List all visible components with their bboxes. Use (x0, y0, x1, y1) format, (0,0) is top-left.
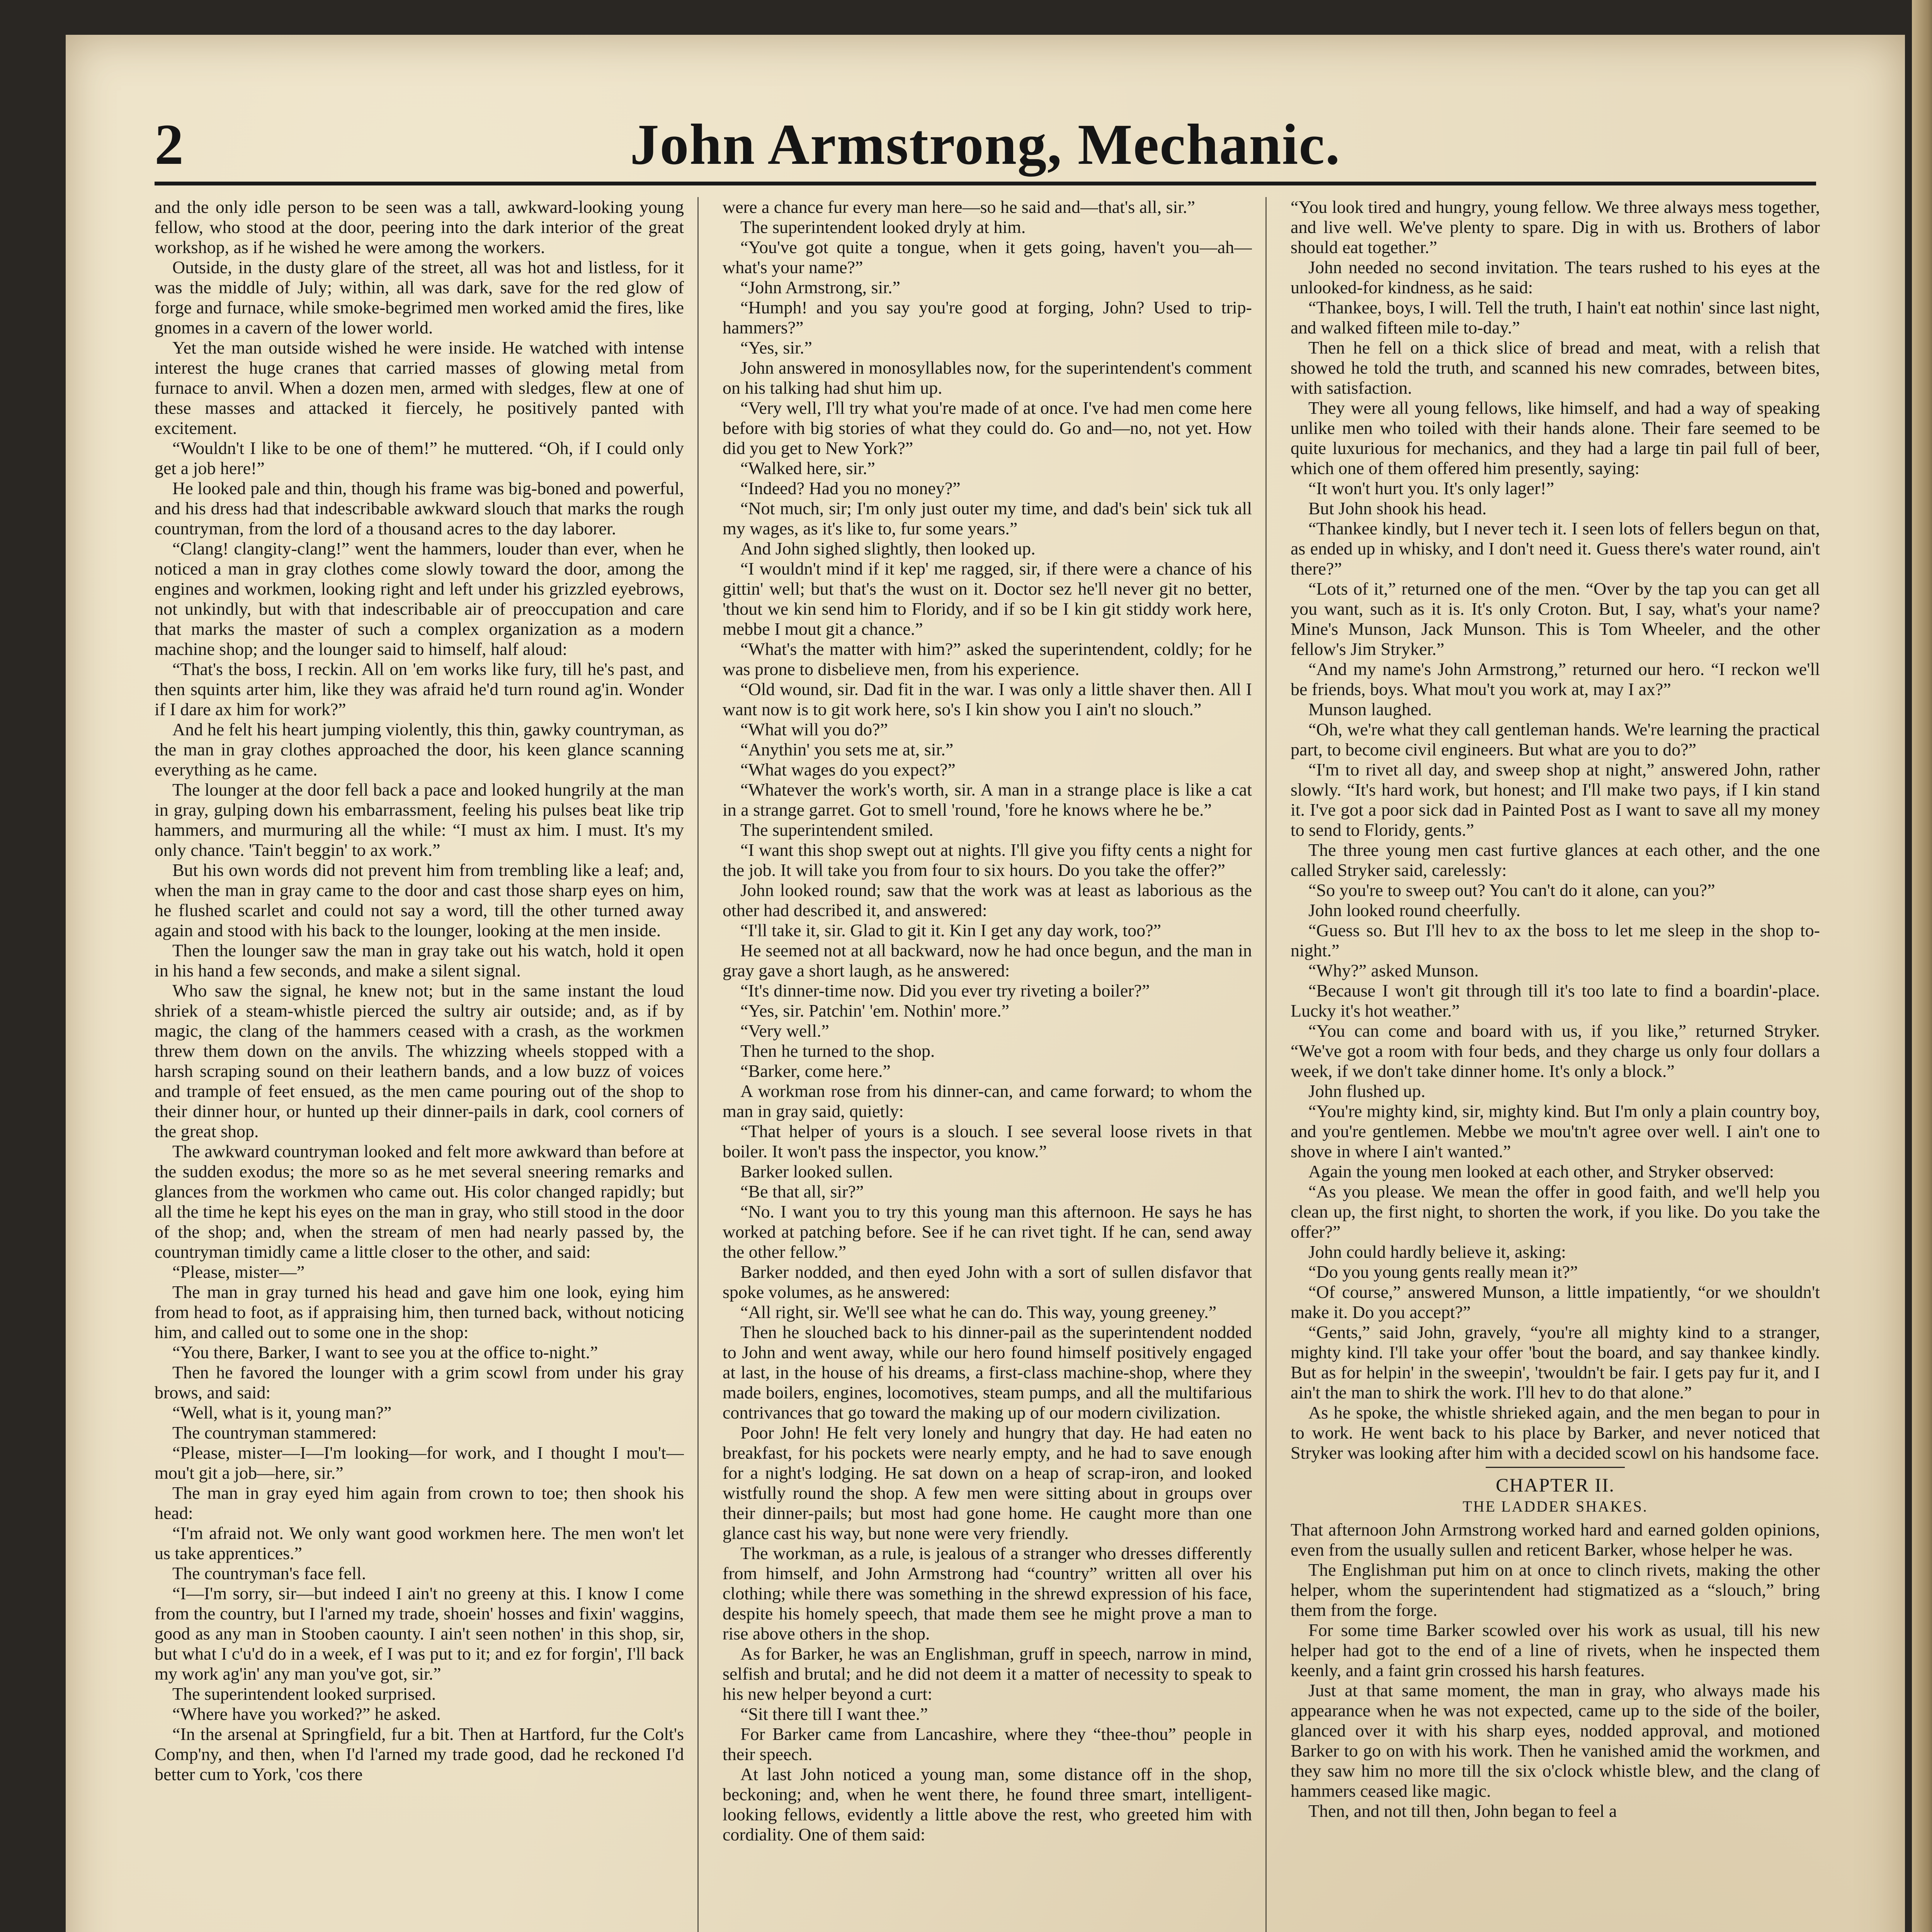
paragraph: Again the young men looked at each other, and Stryker observed: (1308, 1162, 1774, 1181)
paragraph: Then he fell on a thick slice of bread and meat, with a relish that showed he told the truth, and scanned his new comrades, between bites, with satisfaction. (1291, 338, 1820, 398)
paragraph: “I'm to rivet all day, and sweep shop at night,” answered John, rather slowly. “It's hard work, but honest; and I'll make two pays, if I kin stand it. I've got a poor sick dad in Painted Post as I want to save all my money to send to Floridy, gents.” (1291, 760, 1820, 840)
paragraph: He seemed not at all backward, now he had once begun, and the man in gray gave a short laugh, as he answered: (723, 940, 1252, 980)
paragraph: “Oh, we're what they call gentleman hands. We're learning the practical part, to become civil engineers. But what are you to do?” (1291, 719, 1820, 759)
paragraph: “Lots of it,” returned one of the men. “Over by the tap you can get all you want, such as it is. It's only Croton. But, I say, what's your name? Mine's Munson, Jack Munson. This is Tom Wheeler, and the other fellow's Jim Stryker.” (1291, 579, 1820, 659)
paragraph: John looked round cheerfully. (1308, 900, 1520, 920)
paragraph: John flushed up. (1308, 1081, 1425, 1101)
paragraph: “Very well, I'll try what you're made of at once. I've had men come here before with big stories of what they could do. Go and—no, not yet. How did you get to New York?” (723, 398, 1252, 458)
paragraph: The Englishman put him on at once to clinch rivets, making the other helper, whom the superintendent had stigmatized as a “slouch,” bring them from the forge. (1291, 1560, 1820, 1620)
paragraph: The countryman's face fell. (172, 1563, 366, 1583)
paragraph: As he spoke, the whistle shrieked again, and the men began to pour in to work. He went back to his place by Barker, and never noticed that Stryker was looking after him with a decided scowl on his handsome face. (1291, 1403, 1820, 1463)
paragraph: “So you're to sweep out? You can't do it alone, can you?” (1308, 880, 1715, 900)
paragraph: At last John noticed a young man, some distance off in the shop, beckoning; and, when he went there, he found three smart, intelligent-looking fellows, evidently a little above the rest, who greeted him with cordiality. One of them said: (723, 1764, 1252, 1844)
paragraph: Poor John! He felt very lonely and hungry that day. He had eaten no breakfast, for his pockets were nearly empty, and he had to save enough for a night's lodging. He sat down on a heap of scrap-iron, and looked wistfully round the shop. A few men were sitting about in groups over their dinner-pails; but most had gone home. He caught more than one glance cast his way, but none were very friendly. (723, 1423, 1252, 1543)
paragraph: “Guess so. But I'll hev to ax the boss to let me sleep in the shop to-night.” (1291, 920, 1820, 960)
paragraph: Then, and not till then, John began to feel a (1308, 1801, 1617, 1821)
running-title: John Armstrong, Mechanic. (630, 112, 1341, 177)
paragraph: The superintendent looked surprised. (172, 1684, 436, 1704)
paragraph: Outside, in the dusty glare of the street, all was hot and listless, for it was the middle of July; within, all was dark, save for the red glow of forge and furnace, while smoke-begrimed men worked amid the fires, like gnomes in a cavern of the lower world. (155, 257, 684, 337)
paragraph: The three young men cast furtive glances at each other, and the one called Stryker said, carelessly: (1291, 840, 1820, 880)
paragraph: “Barker, come here.” (740, 1061, 891, 1081)
paragraph: “Please, mister—I—I'm looking—for work, and I thought I mou't—mou't git a job—here, sir.” (155, 1443, 684, 1483)
paragraph: “Because I won't git through till it's too late to find a boardin'-place. Lucky it's hot weather.” (1291, 981, 1820, 1020)
paragraph: They were all young fellows, like himself, and had a way of speaking unlike men who toiled with their hands alone. Their fare seemed to be quite luxurious for mechanics, and they had a large tin pail full of beer, which one of them offered him presently, saying: (1291, 398, 1820, 478)
paragraph: Barker nodded, and then eyed John with a sort of sullen disfavor that spoke volumes, as he answered: (723, 1262, 1252, 1302)
text-column-2 (723, 197, 1252, 1932)
paragraph: “John Armstrong, sir.” (740, 277, 900, 297)
newspaper-page (66, 35, 1905, 1932)
paragraph: “Gents,” said John, gravely, “you're all mighty kind to a stranger, mighty kind. I'll take your offer 'bout the board, and say thankee kindly. But as for helpin' in the sweepin', 'twouldn't be fair. I gets pay fur it, and I ain't the man to shirk the work. I'll hev to do that alone.” (1291, 1322, 1820, 1402)
paragraph: The superintendent looked dryly at him. (740, 217, 1026, 237)
paragraph: “You there, Barker, I want to see you at the office to-night.” (172, 1342, 598, 1362)
paragraph: “I wouldn't mind if it kep' me ragged, sir, if there were a chance of his gittin' well; but that's the wust on it. Doctor sez he'll never git no better, 'thout we kin send him to Floridy, and if so be I kin git stiddy work here, mebbe I mout git a chance.” (723, 559, 1252, 639)
paragraph: The man in gray eyed him again from crown to toe; then shook his head: (155, 1483, 684, 1523)
paragraph: Munson laughed. (1308, 699, 1432, 719)
paragraph: But John shook his head. (1308, 498, 1487, 518)
paragraph: “I'm afraid not. We only want good workmen here. The men won't let us take apprentices.” (155, 1523, 684, 1563)
paragraph: “Yes, sir. Patchin' 'em. Nothin' more.” (740, 1001, 1010, 1020)
chapter-rule-top (1486, 1467, 1625, 1468)
page-number: 2 (155, 112, 184, 177)
paragraph: “Wouldn't I like to be one of them!” he muttered. “Oh, if I could only get a job here!” (155, 438, 684, 478)
paragraph: “Please, mister—” (172, 1262, 305, 1282)
column-rule (1265, 197, 1267, 1932)
paragraph: “Not much, sir; I'm only just outer my time, and dad's bein' sick tuk all my wages, as it's like to, fur some years.” (723, 498, 1252, 538)
paragraph: “Whatever the work's worth, sir. A man in a strange place is like a cat in a strange garret. Got to smell 'round, 'fore he knows where he be.” (723, 780, 1252, 820)
text-column-3 (1291, 197, 1820, 1932)
paragraph: “What will you do?” (740, 719, 888, 739)
paragraph: “No. I want you to try this young man this afternoon. He says he has worked at patching before. See if he can rivet tight. If he can, send away the other fellow.” (723, 1202, 1252, 1262)
paragraph: But his own words did not prevent him from trembling like a leaf; and, when the man in gray came to the door and cast those sharp eyes on him, he flushed scarlet and could not say a word, till the other turned away again and stood with his back to the lounger, looking at the men inside. (155, 860, 684, 940)
paragraph: “Clang! clangity-clang!” went the hammers, louder than ever, when he noticed a man in gray clothes come slowly toward the door, among the engines and workmen, looking right and left under his grizzled eyebrows, not unkindly, but with that indescribable air of preoccupation and care that marks the master of such a complex organization as a modern machine shop; and the lounger said to himself, half aloud: (155, 539, 684, 659)
paragraph: Then he slouched back to his dinner-pail as the superintendent nodded to John and went away, while our hero found himself positively engaged at last, in the house of his dreams, a first-class machine-shop, where they made boilers, engines, locomotives, steam pumps, and all the multifarious contrivances that go toward the making up of our modern civilization. (723, 1322, 1252, 1422)
paragraph: Barker looked sullen. (740, 1162, 893, 1181)
paragraph: “All right, sir. We'll see what he can do. This way, young greeney.” (740, 1302, 1217, 1322)
paragraph: A workman rose from his dinner-can, and came forward; to whom the man in gray said, quietly: (723, 1081, 1252, 1121)
paragraph: For some time Barker scowled over his work as usual, till his new helper had got to the end of a line of rivets, when he inspected them keenly, and a faint grin crossed his harsh features. (1291, 1620, 1820, 1680)
paragraph: John answered in monosyllables now, for the superintendent's comment on his talking had shut him up. (723, 358, 1252, 398)
paragraph: “You've got quite a tongue, when it gets going, haven't you—ah—what's your name?” (723, 237, 1252, 277)
paragraph: For Barker came from Lancashire, where they “thee-thou” people in their speech. (723, 1724, 1252, 1764)
paragraph: “It won't hurt you. It's only lager!” (1308, 478, 1554, 498)
paragraph: “You can come and board with us, if you like,” returned Stryker. “We've got a room with four beds, and they charge us only four dollars a week, if we don't take dinner home. It's only a block.” (1291, 1021, 1820, 1081)
paragraph: Then the lounger saw the man in gray take out his watch, hold it open in his hand a few seconds, and make a silent signal. (155, 940, 684, 980)
paragraph: “Thankee kindly, but I never tech it. I seen lots of fellers begun on that, as ended up in whisky, and I don't need it. Guess there's water round, ain't there?” (1291, 519, 1820, 578)
paragraph: “Yes, sir.” (740, 338, 812, 357)
paragraph: Then he favored the lounger with a grim scowl from under his gray brows, and said: (155, 1362, 684, 1402)
page-header (155, 93, 1816, 185)
column-3-after-chapter (1291, 1520, 1820, 1821)
paragraph: The lounger at the door fell back a pace and looked hungrily at the man in gray, gulping down his embarrassment, feeling his pulses beat like trip hammers, and murmuring all the while: “I must ax him. I must. It's my only chance. 'Tain't beggin' to ax work.” (155, 780, 684, 860)
paragraph: The awkward countryman looked and felt more awkward than before at the sudden exodus; the more so as he met several sneering remarks and glances from the workmen who came out. His color changed rapidly; but all the time he kept his eyes on the man in gray, who still stood in the door of the shop; and, when the stream of men had nearly passed by, the countryman timidly came a little closer to the other, and said: (155, 1141, 684, 1262)
paragraph: “What's the matter with him?” asked the superintendent, coldly; for he was prone to disbelieve men, from his experience. (723, 639, 1252, 679)
paragraph: “Humph! and you say you're good at forging, John? Used to trip-hammers?” (723, 298, 1252, 337)
paragraph: That afternoon John Armstrong worked hard and earned golden opinions, even from the usually sullen and reticent Barker, whose helper he was. (1291, 1520, 1820, 1560)
paragraph: Yet the man outside wished he were inside. He watched with intense interest the huge cranes that carried masses of glowing metal from furnace to anvil. When a dozen men, armed with sledges, flew at one of these masses and attacked it fiercely, he positively panted with excitement. (155, 338, 684, 438)
paragraph: “Why?” asked Munson. (1308, 961, 1479, 980)
paragraph: “Thankee, boys, I will. Tell the truth, I hain't eat nothin' since last night, and walked fifteen mile to-day.” (1291, 298, 1820, 337)
paragraph: “Do you young gents really mean it?” (1308, 1262, 1578, 1282)
chapter-subtitle: THE LADDER SHAKES. (1463, 1498, 1648, 1515)
chapter-title: CHAPTER II. (1495, 1474, 1615, 1496)
paragraph: “In the arsenal at Springfield, fur a bit. Then at Hartford, fur the Colt's Comp'ny, and then, when I'd l'arned my trade good, dad he reckoned I'd better cum to York, 'cos there (155, 1724, 684, 1784)
paragraph: As for Barker, he was an Englishman, gruff in speech, narrow in mind, selfish and brutal; and he did not deem it a matter of necessity to speak to his new helper beyond a curt: (723, 1644, 1252, 1704)
paragraph: “Be that all, sir?” (740, 1182, 864, 1201)
paragraph: “Of course,” answered Munson, a little impatiently, “or we shouldn't make it. Do you accept?” (1291, 1282, 1820, 1322)
column-3-before-chapter (1291, 197, 1820, 1463)
paragraph: “You're mighty kind, sir, mighty kind. But I'm only a plain country boy, and you're gentlemen. Mebbe we mou'tn't agree over well. I ain't one to shove in where I ain't wanted.” (1291, 1101, 1820, 1161)
paragraph: “I want this shop swept out at nights. I'll give you fifty cents a night for the job. It will take you from four to six hours. Do you take the offer?” (723, 840, 1252, 880)
paragraph: “Where have you worked?” he asked. (172, 1704, 441, 1724)
paragraph: The workman, as a rule, is jealous of a stranger who dresses differently from himself, and John Armstrong had “country” written all over his clothing; while there was something in the shrewd expression of his face, despite his homely speech, that made them see he might prove a man to rise above others in the shop. (723, 1543, 1252, 1643)
paragraph: The countryman stammered: (172, 1423, 377, 1442)
paragraph: “I'll take it, sir. Glad to git it. Kin I get any day work, too?” (740, 920, 1162, 940)
paragraph: “That's the boss, I reckin. All on 'em works like fury, till he's past, and then squints arter him, like they was afraid he'd turn round ag'in. Wonder if I dare ax him for work?” (155, 659, 684, 719)
paragraph: Just at that same moment, the man in gray, who always made his appearance when he was not expected, came up to the side of the boiler, glanced over it with his sharp eyes, nodded approval, and motioned Barker to go on with his work. Then he vanished amid the workmen, and they saw him no more till the six o'clock whistle blew, and the clang of hammers ceased like magic. (1291, 1680, 1820, 1801)
paragraph: “As you please. We mean the offer in good faith, and we'll help you clean up, the first night, to shorten the work, if you like. Do you take the offer?” (1291, 1182, 1820, 1242)
paragraph: “That helper of yours is a slouch. I see several loose rivets in that boiler. It won't pass the inspector, you know.” (723, 1121, 1252, 1161)
paragraph: “Very well.” (740, 1021, 829, 1041)
paragraph: “Old wound, sir. Dad fit in the war. I was only a little shaver then. All I want now is to git work here, so's I kin show you I ain't no slouch.” (723, 679, 1252, 719)
paragraph: were a chance fur every man here—so he said and—that's all, sir.” (723, 197, 1195, 217)
paragraph: “Sit there till I want thee.” (740, 1704, 928, 1724)
paragraph: “Indeed? Had you no money?” (740, 478, 961, 498)
paragraph: “It's dinner-time now. Did you ever try riveting a boiler?” (740, 981, 1150, 1000)
text-column-1 (155, 197, 684, 1932)
paragraph: He looked pale and thin, though his frame was big-boned and powerful, and his dress had that indescribable awkward slouch that marks the rough countryman, from the lord of a thousand acres to the day laborer. (155, 478, 684, 538)
paragraph: John could hardly believe it, asking: (1308, 1242, 1566, 1262)
paragraph: The man in gray turned his head and gave him one look, eying him from head to foot, as if appraising him, then turned back, without noticing him, and called out to some one in the shop: (155, 1282, 684, 1342)
paragraph: And he felt his heart jumping violently, this thin, gawky countryman, as the man in gray clothes approached the door, his keen glance scanning everything as he came. (155, 719, 684, 779)
paragraph: John needed no second invitation. The tears rushed to his eyes at the unlooked-for kindness, as he said: (1291, 257, 1820, 297)
paragraph: John looked round; saw that the work was at least as laborious as the other had described it, and answered: (723, 880, 1252, 920)
paragraph: Then he turned to the shop. (740, 1041, 935, 1061)
paragraph: Who saw the signal, he knew not; but in the same instant the loud shriek of a steam-whistle pierced the sultry air outside; and, as if by magic, the clang of the hammers ceased with a crash, as the workmen threw them down on the anvils. The whizzing wheels stopped with a harsh scraping sound on their leathern bands, and a low buzz of voices and trample of feet ensued, as the men came pouring out of the shop to their dinner hour, or hunted up their dinner-pails in dark, cool corners of the great shop. (155, 981, 684, 1141)
paragraph: “Walked here, sir.” (740, 458, 875, 478)
paragraph: and the only idle person to be seen was a tall, awkward-looking young fellow, who stood at the door, peering into the dark interior of the great workshop, as if he wished he were among the workers. (155, 197, 684, 257)
paragraph: “And my name's John Armstrong,” returned our hero. “I reckon we'll be friends, boys. What mou't you work at, may I ax?” (1291, 659, 1820, 699)
column-rule (697, 197, 699, 1932)
paragraph: “Anythin' you sets me at, sir.” (740, 740, 954, 759)
next-page-edge (1912, 0, 1932, 1932)
paragraph: “You look tired and hungry, young fellow. We three always mess together, and live well. We've plenty to spare. Dig in with us. Brothers of labor should eat together.” (1291, 197, 1820, 257)
paragraph: “What wages do you expect?” (740, 760, 956, 779)
paragraph: And John sighed slightly, then looked up. (740, 539, 1036, 558)
paragraph: “Well, what is it, young man?” (172, 1403, 392, 1422)
paragraph: The superintendent smiled. (740, 820, 934, 840)
paragraph: “I—I'm sorry, sir—but indeed I ain't no greeny at this. I know I come from the country, but I l'arned my trade, shoein' hosses and fixin' waggins, good as any man in Stooben caounty. I ain't seen nothen' in this shop, sir, but what I c'u'd do in a week, ef I was put to it; and ez for forgin', I'll back my work ag'in' any man you've got, sir.” (155, 1583, 684, 1684)
